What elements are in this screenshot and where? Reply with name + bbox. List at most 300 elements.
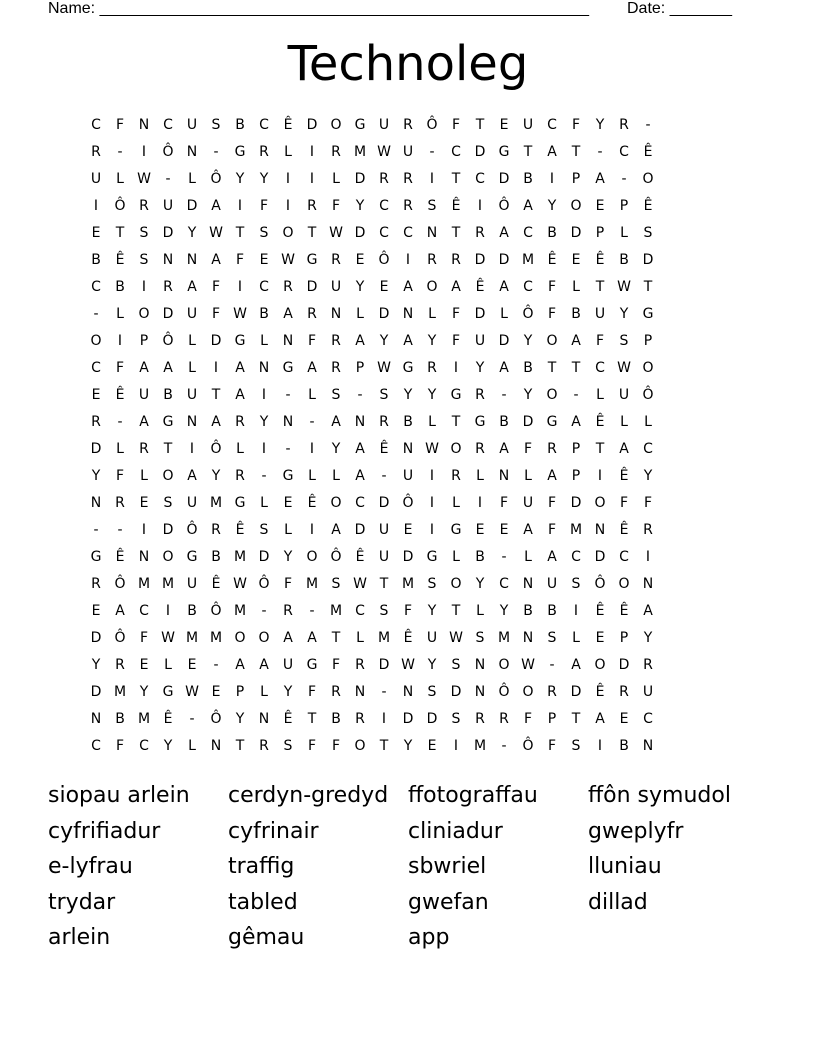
grid-cell: D — [210, 333, 222, 349]
grid-cell: Ô — [498, 198, 510, 214]
grid-cell: O — [570, 198, 582, 214]
word-list-item: gweplyfr — [588, 818, 684, 844]
grid-row — [84, 706, 732, 733]
grid-cell: U — [402, 144, 414, 160]
grid-cell: P — [595, 225, 605, 241]
grid-cell: N — [186, 414, 198, 430]
grid-cell: W — [617, 360, 631, 376]
grid-row — [84, 166, 732, 193]
grid-row — [84, 193, 732, 220]
grid-cell: C — [523, 279, 533, 295]
grid-cell: I — [309, 144, 315, 160]
grid-cell: W — [377, 144, 391, 160]
grid-cell: L — [572, 279, 580, 295]
grid-cell: Ê — [619, 603, 629, 619]
grid-cell: R — [307, 306, 317, 322]
grid-cell: R — [139, 441, 149, 457]
grid-cell: Ê — [283, 117, 293, 133]
grid-cell: U — [546, 576, 558, 592]
grid-cell: B — [571, 306, 581, 322]
grid-cell: M — [209, 630, 223, 646]
grid-cell: W — [233, 306, 247, 322]
grid-cell: L — [356, 630, 364, 646]
grid-cell: I — [645, 549, 651, 565]
grid-cell: N — [354, 684, 366, 700]
grid-cell: M — [137, 711, 151, 727]
grid-cell: D — [402, 711, 414, 727]
grid-cell: U — [426, 630, 438, 646]
grid-cell: P — [571, 441, 581, 457]
grid-cell: G — [234, 333, 246, 349]
grid-cell: - — [117, 144, 123, 160]
grid-cell: D — [162, 225, 174, 241]
grid-cell: Ô — [378, 252, 390, 268]
grid-cell: Ê — [595, 414, 605, 430]
grid-cell: D — [498, 252, 510, 268]
grid-cell: R — [331, 252, 341, 268]
word-list-item: ffotograffau — [408, 783, 538, 808]
grid-cell: I — [261, 441, 267, 457]
grid-cell: B — [547, 225, 557, 241]
grid-cell: R — [427, 360, 437, 376]
grid-cell: L — [116, 441, 124, 457]
grid-cell: W — [353, 576, 367, 592]
grid-cell: F — [547, 495, 557, 511]
grid-cell: C — [499, 576, 509, 592]
grid-cell: C — [547, 117, 557, 133]
grid-cell: P — [571, 171, 581, 187]
grid-cell: Ô — [114, 198, 126, 214]
grid-cell: C — [139, 738, 149, 754]
grid-cell: U — [378, 522, 390, 538]
word-list-item: lluniau — [588, 854, 662, 879]
grid-cell: O — [162, 468, 174, 484]
grid-cell: R — [259, 738, 269, 754]
grid-cell: F — [139, 630, 149, 646]
grid-cell: F — [451, 333, 461, 349]
grid-cell: L — [476, 603, 484, 619]
grid-cell: Y — [91, 657, 101, 673]
grid-cell: F — [619, 495, 629, 511]
grid-cell: D — [402, 549, 414, 565]
grid-cell: A — [235, 360, 245, 376]
grid-cell: C — [619, 144, 629, 160]
grid-cell: M — [233, 549, 247, 565]
grid-cell: B — [163, 387, 173, 403]
grid-cell: B — [523, 171, 533, 187]
grid-cell: Ô — [642, 387, 654, 403]
grid-cell: T — [451, 414, 461, 430]
grid-cell: E — [91, 603, 101, 619]
grid-cell: D — [186, 198, 198, 214]
grid-cell: M — [473, 738, 487, 754]
grid-cell: I — [141, 522, 147, 538]
grid-cell: S — [379, 387, 389, 403]
grid-cell: Y — [211, 468, 221, 484]
grid-cell: R — [379, 171, 389, 187]
grid-cell: - — [261, 468, 267, 484]
grid-cell: O — [546, 333, 558, 349]
grid-cell: - — [261, 603, 267, 619]
grid-cell: Ô — [402, 495, 414, 511]
grid-cell: Y — [403, 387, 413, 403]
grid-cell: B — [331, 711, 341, 727]
grid-cell: - — [165, 171, 171, 187]
grid-cell: D — [618, 657, 630, 673]
grid-row — [84, 355, 732, 382]
grid-cell: L — [524, 468, 532, 484]
grid-cell: D — [474, 144, 486, 160]
word-list-item: gêmau — [228, 925, 305, 950]
grid-cell: Ô — [210, 171, 222, 187]
grid-cell: M — [521, 252, 535, 268]
grid-cell: S — [475, 630, 485, 646]
grid-cell: N — [354, 414, 366, 430]
grid-row — [84, 139, 732, 166]
grid-cell: Y — [379, 333, 389, 349]
grid-cell: E — [355, 252, 365, 268]
grid-cell: I — [453, 360, 459, 376]
grid-cell: - — [501, 549, 507, 565]
grid-row — [84, 220, 732, 247]
grid-cell: - — [429, 144, 435, 160]
grid-cell: R — [331, 144, 341, 160]
word-list-item: app — [408, 925, 450, 950]
grid-cell: A — [403, 333, 413, 349]
grid-cell: A — [571, 657, 581, 673]
grid-cell: I — [285, 171, 291, 187]
grid-cell: P — [355, 360, 365, 376]
grid-cell: A — [355, 468, 365, 484]
grid-cell: A — [499, 360, 509, 376]
grid-cell: D — [594, 549, 606, 565]
grid-cell: Y — [139, 684, 149, 700]
grid-cell: Ê — [235, 522, 245, 538]
grid-cell: R — [211, 522, 221, 538]
grid-cell: Ê — [475, 279, 485, 295]
grid-cell: Ô — [522, 306, 534, 322]
grid-cell: R — [427, 252, 437, 268]
grid-cell: S — [571, 576, 581, 592]
grid-cell: Y — [163, 738, 173, 754]
grid-cell: D — [522, 414, 534, 430]
grid-cell: E — [283, 495, 293, 511]
grid-cell: L — [452, 495, 460, 511]
grid-cell: - — [357, 387, 363, 403]
grid-cell: E — [595, 198, 605, 214]
grid-cell: L — [260, 333, 268, 349]
grid-cell: T — [595, 279, 605, 295]
word-list-item: traffig — [228, 854, 295, 879]
grid-cell: E — [91, 387, 101, 403]
grid-cell: D — [474, 306, 486, 322]
grid-cell: S — [643, 225, 653, 241]
grid-cell: D — [498, 171, 510, 187]
grid-cell: Ô — [498, 684, 510, 700]
grid-cell: R — [91, 144, 101, 160]
grid-cell: R — [379, 414, 389, 430]
grid-cell: R — [235, 414, 245, 430]
grid-cell: T — [235, 225, 245, 241]
grid-cell: T — [571, 711, 581, 727]
grid-cell: B — [235, 117, 245, 133]
grid-row — [84, 598, 732, 625]
grid-cell: G — [282, 468, 294, 484]
grid-cell: U — [522, 495, 534, 511]
grid-cell: A — [595, 171, 605, 187]
grid-cell: U — [618, 387, 630, 403]
grid-cell: Y — [595, 117, 605, 133]
grid-cell: N — [402, 441, 414, 457]
grid-cell: - — [381, 468, 387, 484]
grid-cell: F — [499, 495, 509, 511]
grid-cell: L — [572, 630, 580, 646]
grid-cell: F — [115, 360, 125, 376]
grid-cell: R — [259, 144, 269, 160]
grid-cell: I — [261, 387, 267, 403]
grid-cell: A — [619, 441, 629, 457]
grid-cell: A — [571, 414, 581, 430]
grid-cell: G — [426, 549, 438, 565]
grid-cell: M — [305, 576, 319, 592]
grid-cell: G — [546, 414, 558, 430]
grid-cell: L — [476, 468, 484, 484]
grid-cell: N — [90, 495, 102, 511]
grid-cell: D — [162, 306, 174, 322]
grid-cell: R — [403, 171, 413, 187]
grid-cell: D — [474, 252, 486, 268]
grid-cell: A — [283, 306, 293, 322]
grid-cell: S — [451, 657, 461, 673]
word-list-item: gwefan — [408, 889, 489, 915]
grid-cell: W — [377, 360, 391, 376]
grid-cell: D — [642, 252, 654, 268]
grid-cell: I — [405, 252, 411, 268]
grid-cell: A — [163, 360, 173, 376]
grid-cell: O — [426, 279, 438, 295]
grid-cell: I — [117, 333, 123, 349]
grid-cell: Y — [283, 684, 293, 700]
grid-cell: L — [308, 387, 316, 403]
grid-cell: N — [402, 306, 414, 322]
grid-cell: L — [188, 360, 196, 376]
grid-cell: E — [619, 711, 629, 727]
grid-cell: A — [523, 198, 533, 214]
word-search-grid — [84, 112, 732, 760]
grid-cell: M — [113, 684, 127, 700]
grid-cell: A — [355, 333, 365, 349]
grid-cell: C — [91, 360, 101, 376]
grid-cell: A — [211, 252, 221, 268]
grid-cell: M — [569, 522, 583, 538]
grid-cell: A — [643, 603, 653, 619]
grid-cell: U — [330, 279, 342, 295]
grid-cell: W — [209, 225, 223, 241]
grid-cell: D — [354, 225, 366, 241]
grid-cell: A — [595, 711, 605, 727]
grid-cell: Y — [619, 306, 629, 322]
grid-cell: L — [308, 468, 316, 484]
grid-cell: E — [403, 522, 413, 538]
grid-cell: D — [570, 225, 582, 241]
grid-cell: - — [93, 522, 99, 538]
word-list-item: cyfrinair — [228, 818, 319, 844]
grid-cell: L — [620, 414, 628, 430]
grid-cell: I — [93, 198, 99, 214]
grid-cell: C — [139, 603, 149, 619]
grid-cell: C — [355, 495, 365, 511]
grid-cell: L — [644, 414, 652, 430]
grid-cell: F — [547, 522, 557, 538]
grid-cell: A — [499, 279, 509, 295]
grid-cell: Ê — [355, 549, 365, 565]
grid-cell: C — [643, 441, 653, 457]
grid-cell: T — [451, 171, 461, 187]
grid-cell: L — [236, 441, 244, 457]
grid-cell: D — [90, 441, 102, 457]
word-list-item: cyfrifiadur — [48, 818, 161, 844]
grid-cell: I — [309, 441, 315, 457]
date-field-line: Date: _______ — [627, 0, 732, 17]
grid-cell: Y — [235, 711, 245, 727]
grid-row — [84, 382, 732, 409]
grid-cell: Ê — [619, 522, 629, 538]
grid-cell: - — [285, 387, 291, 403]
grid-cell: O — [234, 630, 246, 646]
grid-cell: B — [187, 603, 197, 619]
grid-cell: I — [597, 468, 603, 484]
grid-cell: U — [186, 495, 198, 511]
grid-cell: G — [474, 414, 486, 430]
grid-cell: C — [403, 225, 413, 241]
grid-cell: A — [187, 279, 197, 295]
grid-cell: A — [187, 468, 197, 484]
grid-cell: N — [474, 684, 486, 700]
grid-cell: L — [116, 306, 124, 322]
grid-cell: O — [330, 495, 342, 511]
grid-cell: P — [547, 711, 557, 727]
grid-cell: I — [237, 198, 243, 214]
grid-cell: T — [307, 225, 317, 241]
grid-cell: A — [403, 279, 413, 295]
grid-cell: C — [355, 603, 365, 619]
grid-cell: Y — [427, 333, 437, 349]
grid-cell: F — [115, 117, 125, 133]
grid-cell: S — [427, 576, 437, 592]
grid-cell: C — [259, 279, 269, 295]
grid-cell: A — [211, 198, 221, 214]
grid-cell: O — [498, 657, 510, 673]
grid-cell: - — [621, 171, 627, 187]
grid-cell: I — [477, 198, 483, 214]
grid-cell: M — [497, 630, 511, 646]
grid-cell: R — [619, 117, 629, 133]
grid-cell: O — [282, 225, 294, 241]
grid-cell: L — [500, 306, 508, 322]
grid-cell: N — [138, 117, 150, 133]
header — [48, 0, 768, 20]
grid-cell: Ô — [330, 549, 342, 565]
grid-cell: Y — [499, 603, 509, 619]
grid-cell: Ô — [210, 711, 222, 727]
grid-cell: O — [642, 360, 654, 376]
grid-cell: F — [115, 468, 125, 484]
grid-cell: B — [211, 549, 221, 565]
grid-cell: I — [309, 171, 315, 187]
grid-cell: N — [138, 549, 150, 565]
grid-cell: M — [185, 630, 199, 646]
grid-cell: D — [450, 684, 462, 700]
grid-row — [84, 463, 732, 490]
grid-cell: W — [425, 441, 439, 457]
grid-cell: I — [429, 495, 435, 511]
grid-cell: F — [331, 738, 341, 754]
grid-row — [84, 544, 732, 571]
grid-cell: S — [427, 684, 437, 700]
grid-cell: A — [235, 387, 245, 403]
grid-cell: C — [595, 360, 605, 376]
grid-cell: - — [573, 387, 579, 403]
grid-cell: B — [619, 738, 629, 754]
grid-cell: R — [619, 684, 629, 700]
grid-cell: - — [645, 117, 651, 133]
grid-cell: T — [451, 603, 461, 619]
grid-cell: G — [402, 360, 414, 376]
page-title: Technoleg — [287, 36, 529, 92]
grid-cell: R — [475, 225, 485, 241]
grid-cell: L — [284, 522, 292, 538]
word-list — [48, 778, 768, 956]
grid-cell: C — [451, 144, 461, 160]
grid-cell: E — [595, 630, 605, 646]
grid-row — [84, 679, 732, 706]
word-list-item: tabled — [228, 889, 298, 915]
grid-cell: R — [403, 117, 413, 133]
grid-cell: U — [378, 117, 390, 133]
grid-cell: O — [594, 495, 606, 511]
grid-cell: I — [285, 198, 291, 214]
grid-cell: F — [307, 684, 317, 700]
grid-cell: N — [258, 360, 270, 376]
grid-cell: - — [213, 657, 219, 673]
grid-cell: S — [259, 225, 269, 241]
grid-cell: L — [332, 468, 340, 484]
grid-cell: I — [477, 495, 483, 511]
grid-cell: G — [90, 549, 102, 565]
grid-cell: A — [331, 522, 341, 538]
grid-cell: F — [307, 333, 317, 349]
grid-cell: I — [213, 360, 219, 376]
grid-cell: Ô — [426, 117, 438, 133]
grid-cell: A — [235, 657, 245, 673]
grid-cell: L — [332, 171, 340, 187]
grid-cell: O — [642, 171, 654, 187]
grid-cell: O — [522, 684, 534, 700]
grid-cell: E — [259, 252, 269, 268]
grid-cell: S — [331, 387, 341, 403]
grid-cell: T — [235, 738, 245, 754]
grid-cell: I — [165, 603, 171, 619]
grid-cell: F — [523, 441, 533, 457]
grid-cell: T — [595, 441, 605, 457]
grid-cell: Y — [259, 171, 269, 187]
grid-cell: A — [499, 441, 509, 457]
grid-cell: F — [643, 495, 653, 511]
grid-cell: - — [93, 306, 99, 322]
grid-cell: R — [307, 198, 317, 214]
grid-cell: R — [451, 468, 461, 484]
grid-cell: Y — [355, 198, 365, 214]
